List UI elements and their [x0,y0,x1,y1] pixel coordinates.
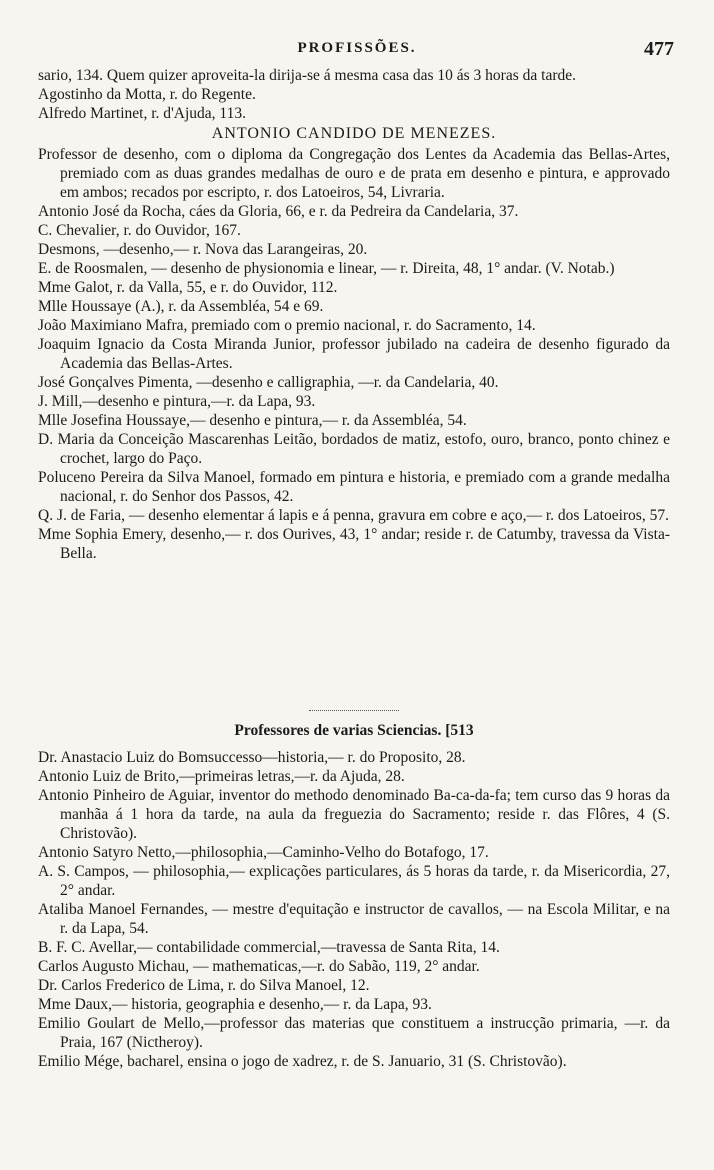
list-entry: Q. J. de Faria, — desenho elementar á lapis e á penna, gravura em cobre e aço,— r. dos Latoeiros, 57. [38,507,669,524]
page-number: 477 [644,38,674,60]
list-entry: Mme Galot, r. da Valla, 55, e r. do Ouvidor, 112. [38,279,338,296]
advertiser-heading: ANTONIO CANDIDO DE MENEZES. [211,125,497,142]
list-entry: João Maximiano Mafra, premiado com o premio nacional, r. do Sacramento, 14. [38,317,536,334]
section-varias-sciencias [38,700,670,1071]
list-entry: Mme Daux,— historia, geographia e desenho,— r. da Lapa, 93. [38,996,432,1013]
list-entry: J. Mill,—desenho e pintura,—r. da Lapa, 93. [38,393,316,410]
section-desenho [38,66,670,563]
list-entry: A. S. Campos, — philosophia,— explicações particulares, ás 5 horas da tarde, r. da Misericordia, 27, 2° andar. [38,863,670,899]
list-entry: Carlos Augusto Michau, — mathematicas,—r. do Sabão, 119, 2° andar. [38,958,480,975]
list-entry: Desmons, —desenho,— r. Nova das Larangeiras, 20. [38,241,368,258]
list-entry: Antonio Satyro Netto,—philosophia,—Caminho-Velho do Botafogo, 17. [38,844,489,861]
list-entry: sario, 134. Quem quizer aproveita-la dirija-se á mesma casa das 10 ás 3 horas da tarde. [38,67,576,84]
running-head: PROFISSÕES. [297,40,417,56]
list-entry: Dr. Anastacio Luiz do Bomsuccesso—historia,— r. do Proposito, 28. [38,749,466,766]
list-entry: Poluceno Pereira da Silva Manoel, formado em pintura e historia, e premiado com a grande medalha nacional, r. do Senhor dos Passos, 42. [38,469,670,505]
list-entry: José Gonçalves Pimenta, —desenho e calligraphia, —r. da Candelaria, 40. [38,374,499,391]
page-header [40,40,674,62]
list-entry: Emilio Mége, bacharel, ensina o jogo de xadrez, r. de S. Januario, 31 (S. Christovão). [38,1053,567,1070]
list-entry: Agostinho da Motta, r. do Regente. [38,86,256,103]
list-entry: Emilio Goulart de Mello,—professor das materias que constituem a instrucção primaria, —r. da Praia, 167 (Nictheroy). [38,1015,670,1051]
list-entry: Mlle Josefina Houssaye,— desenho e pintura,— r. da Assembléa, 54. [38,412,467,429]
list-entry: Mme Sophia Emery, desenho,— r. dos Ourives, 43, 1° andar; reside r. de Catumby, travessa da Vista-Bella. [38,526,670,562]
list-entry: Antonio Pinheiro de Aguiar, inventor do methodo denominado Ba-ca-da-fa; tem curso das 9 horas da manhãa á 1 hora da tarde, na aula da freguezia do Sacramento; reside r. das Flôres, 4 (S. Christovão). [38,787,670,842]
list-entry: Mlle Houssaye (A.), r. da Assembléa, 54 e 69. [38,298,324,315]
list-entry: Antonio Luiz de Brito,—primeiras letras,—r. da Ajuda, 28. [38,768,405,785]
list-entry: Dr. Carlos Frederico de Lima, r. do Silva Manoel, 12. [38,977,370,994]
section-divider [309,710,399,711]
list-entry: Antonio José da Rocha, cáes da Gloria, 66, e r. da Pedreira da Candelaria, 37. [38,203,519,220]
list-entry: D. Maria da Conceição Mascarenhas Leitão, bordados de matiz, estofo, ouro, branco, ponto chinez e crochet, largo do Paço. [38,431,670,467]
list-entry: Ataliba Manoel Fernandes, — mestre d'equitação e instructor de cavallos, — na Escola Militar, e na r. da Lapa, 54. [38,901,670,937]
list-entry: Joaquim Ignacio da Costa Miranda Junior, professor jubilado na cadeira de desenho figurado da Academia das Bellas-Artes. [38,336,670,372]
list-entry: E. de Roosmalen, — desenho de physionomia e linear, — r. Direita, 48, 1° andar. (V. Notab.) [38,260,615,277]
list-entry: Alfredo Martinet, r. d'Ajuda, 113. [38,105,246,122]
list-entry: B. F. C. Avellar,— contabilidade commercial,—travessa de Santa Rita, 14. [38,939,500,956]
list-entry: Professor de desenho, com o diploma da Congregação dos Lentes da Academia das Bellas-Artes, premiado com as duas grandes medalhas de ouro e de prata em desenho e pintura, e approvado em ambos; recados por escripto, r. dos Latoeiros, 54, Livraria. [38,146,670,201]
section-title: Professores de varias Sciencias. [513 [234,722,474,739]
list-entry: C. Chevalier, r. do Ouvidor, 167. [38,222,241,239]
